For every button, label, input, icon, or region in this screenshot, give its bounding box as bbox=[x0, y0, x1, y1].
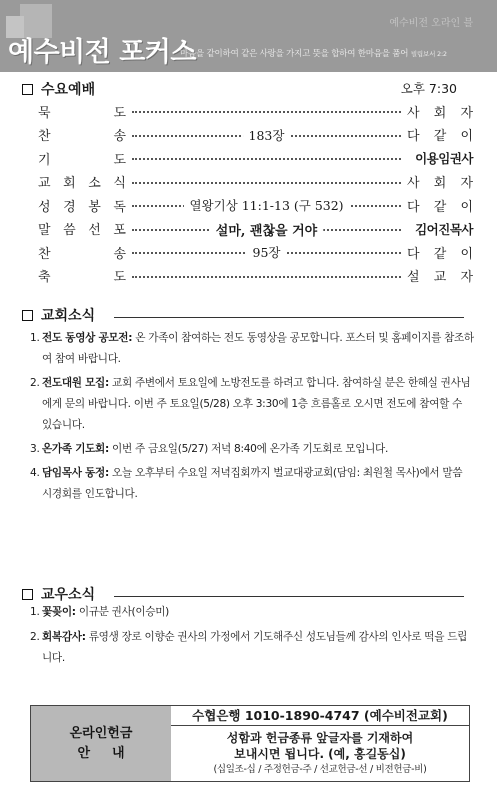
item-text: 온 가족이 참여하는 전도 동영상을 공모합니다. 포스터 및 홈페이지를 참조하여 참여 바랍니다. bbox=[42, 332, 474, 365]
worship-item-leader-dots bbox=[132, 218, 401, 240]
item-title: 꽃꽂이: bbox=[42, 606, 76, 618]
leader-char: 같 bbox=[433, 199, 447, 215]
bulletin-motto bbox=[180, 47, 447, 59]
worship-item-leader-dots bbox=[132, 241, 401, 263]
worship-item-detail: 열왕기상 11:1-13 (구 532) bbox=[183, 196, 349, 214]
item-number: 3. bbox=[30, 443, 40, 455]
label-char: 도 bbox=[113, 270, 126, 285]
leader-char: 다 bbox=[407, 246, 420, 262]
item-title: 온가족 기도회: bbox=[42, 443, 109, 455]
worship-item-leader bbox=[407, 102, 473, 121]
leader-name: 이용임권사 bbox=[415, 151, 473, 166]
worship-item-leader-dots bbox=[132, 194, 401, 216]
label-char: 송 bbox=[113, 246, 126, 262]
label-char: 도 bbox=[113, 105, 126, 121]
section-divider bbox=[114, 317, 464, 318]
item-title: 회복감사: bbox=[42, 631, 86, 643]
item-number: 2. bbox=[30, 377, 40, 389]
item-title: 담임목사 동정: bbox=[42, 467, 109, 479]
leader-char: 사 bbox=[407, 105, 420, 121]
item-text: 류영생 장로 이향순 권사의 가정에서 기도해주신 성도님들께 감사의 인사로 떡을 드립니다. bbox=[42, 631, 468, 664]
worship-item-leader bbox=[407, 196, 473, 215]
label-char: 묵 bbox=[38, 105, 51, 121]
checkbox-square-icon bbox=[22, 589, 33, 600]
label-char: 회 bbox=[63, 176, 76, 191]
worship-item-leader bbox=[407, 243, 473, 262]
leader-char: 설 bbox=[407, 270, 420, 285]
leader-char: 회 bbox=[433, 176, 447, 191]
worship-item-detail: 183장 bbox=[243, 126, 291, 144]
worship-row bbox=[38, 171, 473, 193]
label-char: 소 bbox=[88, 176, 101, 191]
worship-row bbox=[38, 241, 473, 263]
item-number: 4. bbox=[30, 467, 40, 479]
label-char: 찬 bbox=[38, 129, 51, 144]
leader-char: 이 bbox=[460, 129, 473, 144]
worship-row bbox=[38, 100, 473, 122]
item-text: 교회 주변에서 토요일에 노방전도를 하려고 합니다. 참여하실 분은 한혜실 권사님에게 문의 바랍니다. 이번 주 토요일(5/28) 오후 3:30에 1층 흐름홀로 오시면 전도에 참여할 수 있습니다. bbox=[42, 377, 471, 431]
worship-item-label bbox=[38, 266, 126, 285]
worship-item-leader bbox=[407, 149, 473, 167]
worship-item-detail: 95장 bbox=[247, 243, 287, 261]
worship-row bbox=[38, 265, 473, 287]
worship-item-label bbox=[38, 172, 126, 191]
label-char: 축 bbox=[38, 270, 51, 285]
leader-char: 회 bbox=[433, 105, 447, 121]
church-news-item bbox=[30, 439, 474, 460]
leader-char: 같 bbox=[433, 129, 447, 144]
worship-item-leader-dots bbox=[132, 171, 401, 193]
church-news-item bbox=[30, 463, 474, 505]
worship-item-leader bbox=[407, 220, 473, 238]
label-char: 독 bbox=[113, 199, 126, 215]
motto-text: 마음을 같이하여 같은 사랑을 가지고 뜻을 합하여 한마음을 품어 bbox=[180, 49, 409, 59]
offering-label bbox=[31, 706, 171, 781]
offering-codes: (십일조-십 / 주정헌금-주 / 선교헌금-선 / 비전헌금-비) bbox=[213, 764, 427, 775]
verse-reference: 빌립보서 2:2 bbox=[410, 50, 447, 58]
leader-char: 사 bbox=[407, 176, 420, 191]
worship-row bbox=[38, 124, 473, 146]
church-news-item bbox=[30, 328, 474, 370]
leader-char: 자 bbox=[460, 105, 473, 121]
bulletin-title: 예수비전 포커스 bbox=[8, 37, 196, 68]
label-char: 봉 bbox=[88, 199, 101, 215]
checkbox-square-icon bbox=[22, 84, 33, 95]
leader-char: 자 bbox=[460, 270, 473, 285]
item-title: 전도대원 모집: bbox=[42, 377, 109, 389]
church-news-heading bbox=[22, 305, 95, 325]
worship-item-leader-dots bbox=[132, 100, 401, 122]
worship-item-label bbox=[38, 125, 126, 144]
worship-item-leader-dots bbox=[132, 265, 401, 287]
label-char: 경 bbox=[63, 199, 76, 215]
leader-char: 교 bbox=[433, 270, 447, 285]
label-char: 포 bbox=[113, 223, 126, 238]
worship-heading-text: 수요예배 bbox=[41, 82, 96, 98]
item-number: 1. bbox=[30, 606, 40, 618]
leader-char: 이 bbox=[460, 199, 473, 215]
label-char: 송 bbox=[113, 129, 126, 144]
member-news-item bbox=[30, 627, 474, 669]
item-number: 1. bbox=[30, 332, 40, 344]
leader-char: 자 bbox=[460, 176, 473, 191]
member-news-item bbox=[30, 602, 474, 623]
worship-item-label bbox=[38, 219, 126, 238]
checkbox-square-icon bbox=[22, 310, 33, 321]
leader-char: 다 bbox=[407, 129, 420, 144]
worship-item-leader bbox=[407, 172, 473, 191]
item-text: 이규분 권사(이승미) bbox=[75, 606, 170, 618]
worship-heading bbox=[22, 79, 95, 99]
offering-details bbox=[171, 706, 469, 781]
label-char: 선 bbox=[88, 223, 101, 238]
leader-char: 같 bbox=[433, 246, 447, 262]
church-news-item bbox=[30, 373, 474, 436]
section-divider bbox=[114, 596, 464, 597]
label-char: 교 bbox=[38, 176, 51, 191]
worship-item-label bbox=[38, 196, 126, 215]
worship-item-leader bbox=[407, 266, 473, 285]
worship-item-leader-dots bbox=[132, 147, 401, 169]
worship-row bbox=[38, 194, 473, 216]
leader-name: 김어진목사 bbox=[415, 221, 473, 237]
worship-row bbox=[38, 218, 473, 240]
label-char: 기 bbox=[38, 152, 51, 168]
offering-label-line1: 온라인헌금 bbox=[69, 725, 133, 741]
offering-instruction-1: 성함과 헌금종류 앞글자를 기재하여 bbox=[226, 731, 414, 745]
label-char: 찬 bbox=[38, 246, 51, 262]
label-char: 말 bbox=[38, 223, 51, 238]
item-text: 오늘 오후부터 수요일 저녁집회까지 벌교대광교회(담임: 최원철 목사)에서 말씀 시경회를 인도합니다. bbox=[42, 467, 463, 500]
label-char: 성 bbox=[38, 199, 51, 215]
worship-item-label bbox=[38, 102, 126, 121]
bulletin-tag: 예수비전 오라인 블 bbox=[389, 18, 473, 29]
member-news-heading-text: 교우소식 bbox=[41, 587, 96, 603]
offering-instruction-2: 보내시면 됩니다. (예, 홍길동십) bbox=[234, 747, 406, 761]
leader-char: 다 bbox=[407, 199, 420, 215]
item-title: 전도 동영상 공모전: bbox=[42, 332, 133, 344]
worship-item-leader bbox=[407, 125, 473, 144]
church-news-heading-text: 교회소식 bbox=[41, 308, 96, 324]
item-text: 이번 주 금요일(5/27) 저녁 8:40에 온가족 기도회로 모입니다. bbox=[108, 443, 389, 455]
offering-label-line2: 안내 bbox=[77, 745, 147, 761]
worship-item-label bbox=[38, 149, 126, 168]
worship-item-leader-dots bbox=[132, 124, 401, 146]
worship-item-label bbox=[38, 243, 126, 262]
worship-row bbox=[38, 147, 473, 169]
label-char: 도 bbox=[113, 152, 126, 168]
label-char: 식 bbox=[113, 176, 126, 191]
member-news-heading bbox=[22, 584, 95, 604]
bank-account: 수협은행 1010-1890-4747 (예수비전교회) bbox=[171, 706, 469, 726]
online-offering-box bbox=[30, 705, 470, 782]
leader-char: 이 bbox=[460, 246, 473, 262]
worship-time: 오후 7:30 bbox=[400, 81, 457, 96]
item-number: 2. bbox=[30, 631, 40, 643]
worship-item-detail: 설마, 괜찮을 거야 bbox=[210, 220, 323, 239]
header-banner bbox=[0, 0, 497, 72]
label-char: 씀 bbox=[63, 223, 76, 238]
